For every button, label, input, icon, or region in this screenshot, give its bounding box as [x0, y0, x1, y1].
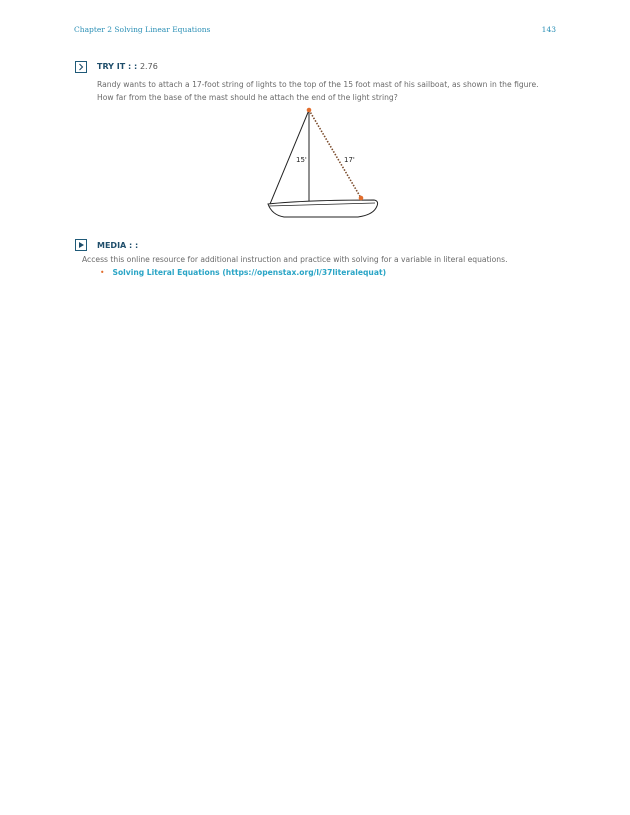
- bullet-icon: •: [100, 268, 105, 277]
- sailboat-figure: [262, 104, 382, 224]
- resource-link[interactable]: Solving Literal Equations (https://openstax.org/l/37literalequat): [112, 268, 387, 277]
- chevron-right-icon: [75, 61, 87, 73]
- light-string-bottom-dot: [359, 196, 364, 201]
- string-label: 17': [344, 156, 355, 164]
- media-description: Access this online resource for additional instruction and practice with solving for a variable in literal equations.: [82, 255, 508, 264]
- try-it-label: TRY IT : :: [97, 62, 138, 71]
- play-icon: [75, 239, 87, 251]
- problem-line-1: Randy wants to attach a 17-foot string of lights to the top of the 15 foot mast of his sailboat, as shown in the figure.: [97, 80, 539, 89]
- running-header-chapter: Chapter 2 Solving Linear Equations: [74, 25, 211, 34]
- mast-label: 15': [296, 156, 307, 164]
- problem-line-2: How far from the base of the mast should he attach the end of the light string?: [97, 92, 398, 102]
- list-item: [100, 268, 386, 277]
- try-it-heading: [97, 62, 158, 71]
- hull: [268, 200, 378, 217]
- page-number: 143: [541, 25, 556, 34]
- try-it-problem: [97, 79, 557, 104]
- light-string: [309, 110, 361, 198]
- try-it-number: 2.76: [139, 62, 158, 71]
- media-heading: MEDIA : :: [97, 241, 139, 250]
- light-string-top-dot: [307, 108, 312, 113]
